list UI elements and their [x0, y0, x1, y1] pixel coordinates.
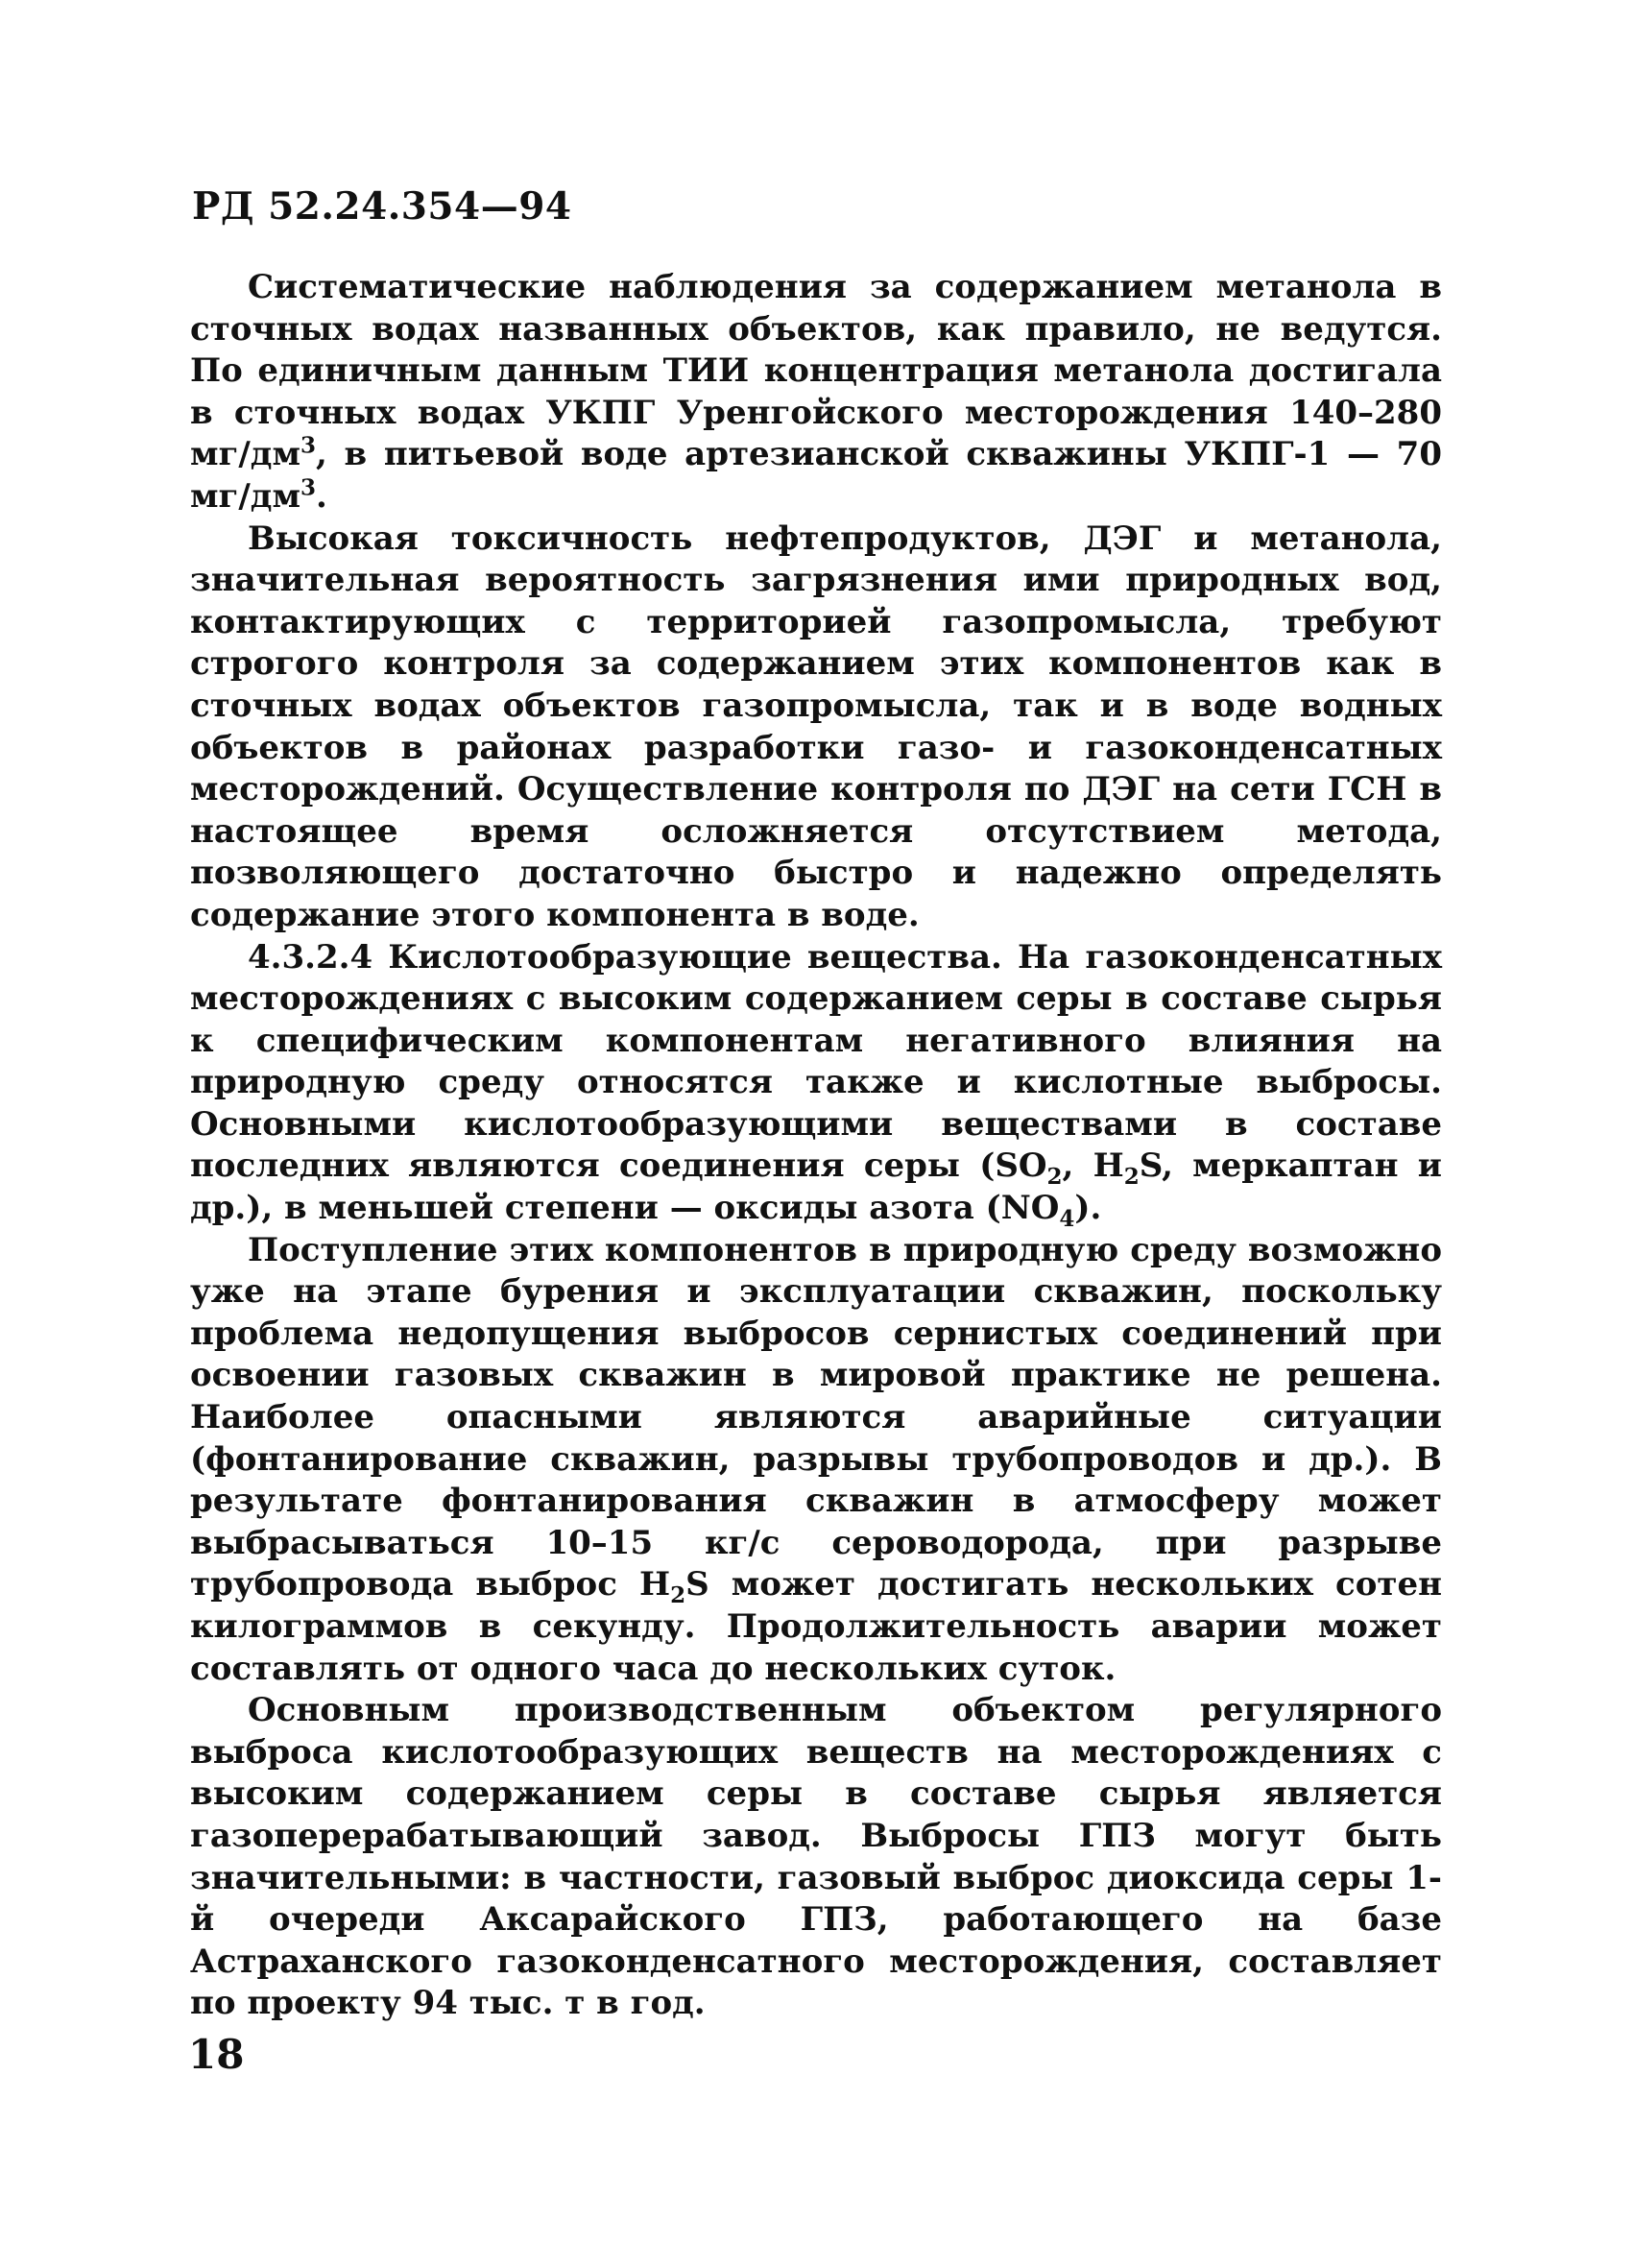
- paragraph: [190, 519, 1442, 937]
- paragraph-text: Основным производственным объектом регулярного выброса кислотообразующих веществ на месторождениях с высоким содержанием серы в составе сырья является газоперерабатывающий завод. Выбросы ГПЗ могут быть значительными: в частности, газовый выброс диоксида серы 1-й очереди Аксарайского ГПЗ, работающего на базе Астраханского газоконденсатного месторождения, составляет по проекту 94 тыс. т в год.: [190, 1691, 1442, 2023]
- subscript: 2: [670, 1582, 686, 1609]
- paragraph: [190, 937, 1442, 1230]
- document-code-header: РД 52.24.354—94: [192, 184, 572, 229]
- subscript: 2: [1123, 1164, 1140, 1191]
- section-heading: 4.3.2.4 Кислотообразующие вещества: [248, 937, 992, 977]
- paragraph-text: . На газоконденсатных месторождениях с высоким содержанием серы в составе сырья к специфическим компонентам негативного влияния на природную среду относятся также и кислотные выбросы. Основными кислотообразующими веществами в составе последних являются соединения серы (SO: [190, 937, 1442, 1186]
- paragraph-text: .: [316, 476, 327, 516]
- paragraph-text: , в питьевой воде артезианской скважины УКПГ-1 — 70 мг/дм: [190, 435, 1442, 516]
- superscript: 3: [300, 474, 316, 501]
- page-number: 18: [188, 2031, 245, 2078]
- paragraph-text: S может достигать нескольких сотен килограммов в секунду. Продолжительность аварии может составлять от одного часа до нескольких суток.: [190, 1565, 1442, 1688]
- paragraph-text: ).: [1074, 1189, 1102, 1228]
- paragraph-text: , H: [1062, 1146, 1124, 1186]
- body-text: [190, 267, 1442, 2025]
- subscript: 2: [1046, 1164, 1063, 1191]
- paragraph-text: S, меркаптан и др.), в меньшей степени — оксиды азота (NO: [190, 1146, 1442, 1228]
- paragraph-text: Высокая токсичность нефтепродуктов, ДЭГ и метанола, значительная вероятность загрязнения ими природных вод, контактирующих с территорией газопромысла, требуют строгого контроля за содержанием этих компонентов как в сточных водах объектов газопромысла, так и в воде водных объектов в районах разработки газо- и газоконденсатных месторождений. Осуществление контроля по ДЭГ на сети ГСН в настоящее время осложняется отсутствием метода, позволяющего достаточно быстро и надежно определять содержание этого компонента в воде.: [190, 519, 1442, 934]
- paragraph-text: Поступление этих компонентов в природную среду возможно уже на этапе бурения и эксплуатации скважин, поскольку проблема недопущения выбросов сернистых соединений при освоении газовых скважин в мировой практике не решена. Наиболее опасными являются аварийные ситуации (фонтанирование скважин, разрывы трубопроводов и др.). В результате фонтанирования скважин в атмосферу может выбрасываться 10–15 кг/с сероводорода, при разрыве трубопровода выброс H: [190, 1230, 1442, 1604]
- paragraph: [190, 267, 1442, 519]
- subscript: 4: [1059, 1205, 1075, 1232]
- paragraph: [190, 1230, 1442, 1691]
- superscript: 3: [300, 433, 316, 460]
- paragraph: [190, 1690, 1442, 2025]
- paragraph-text: Систематические наблюдения за содержанием метанола в сточных водах названных объектов, как правило, не ведутся. По единичным данным ТИИ концентрация метанола достигала в сточных водах УКПГ Уренгойского месторождения 140–280 мг/дм: [190, 268, 1442, 474]
